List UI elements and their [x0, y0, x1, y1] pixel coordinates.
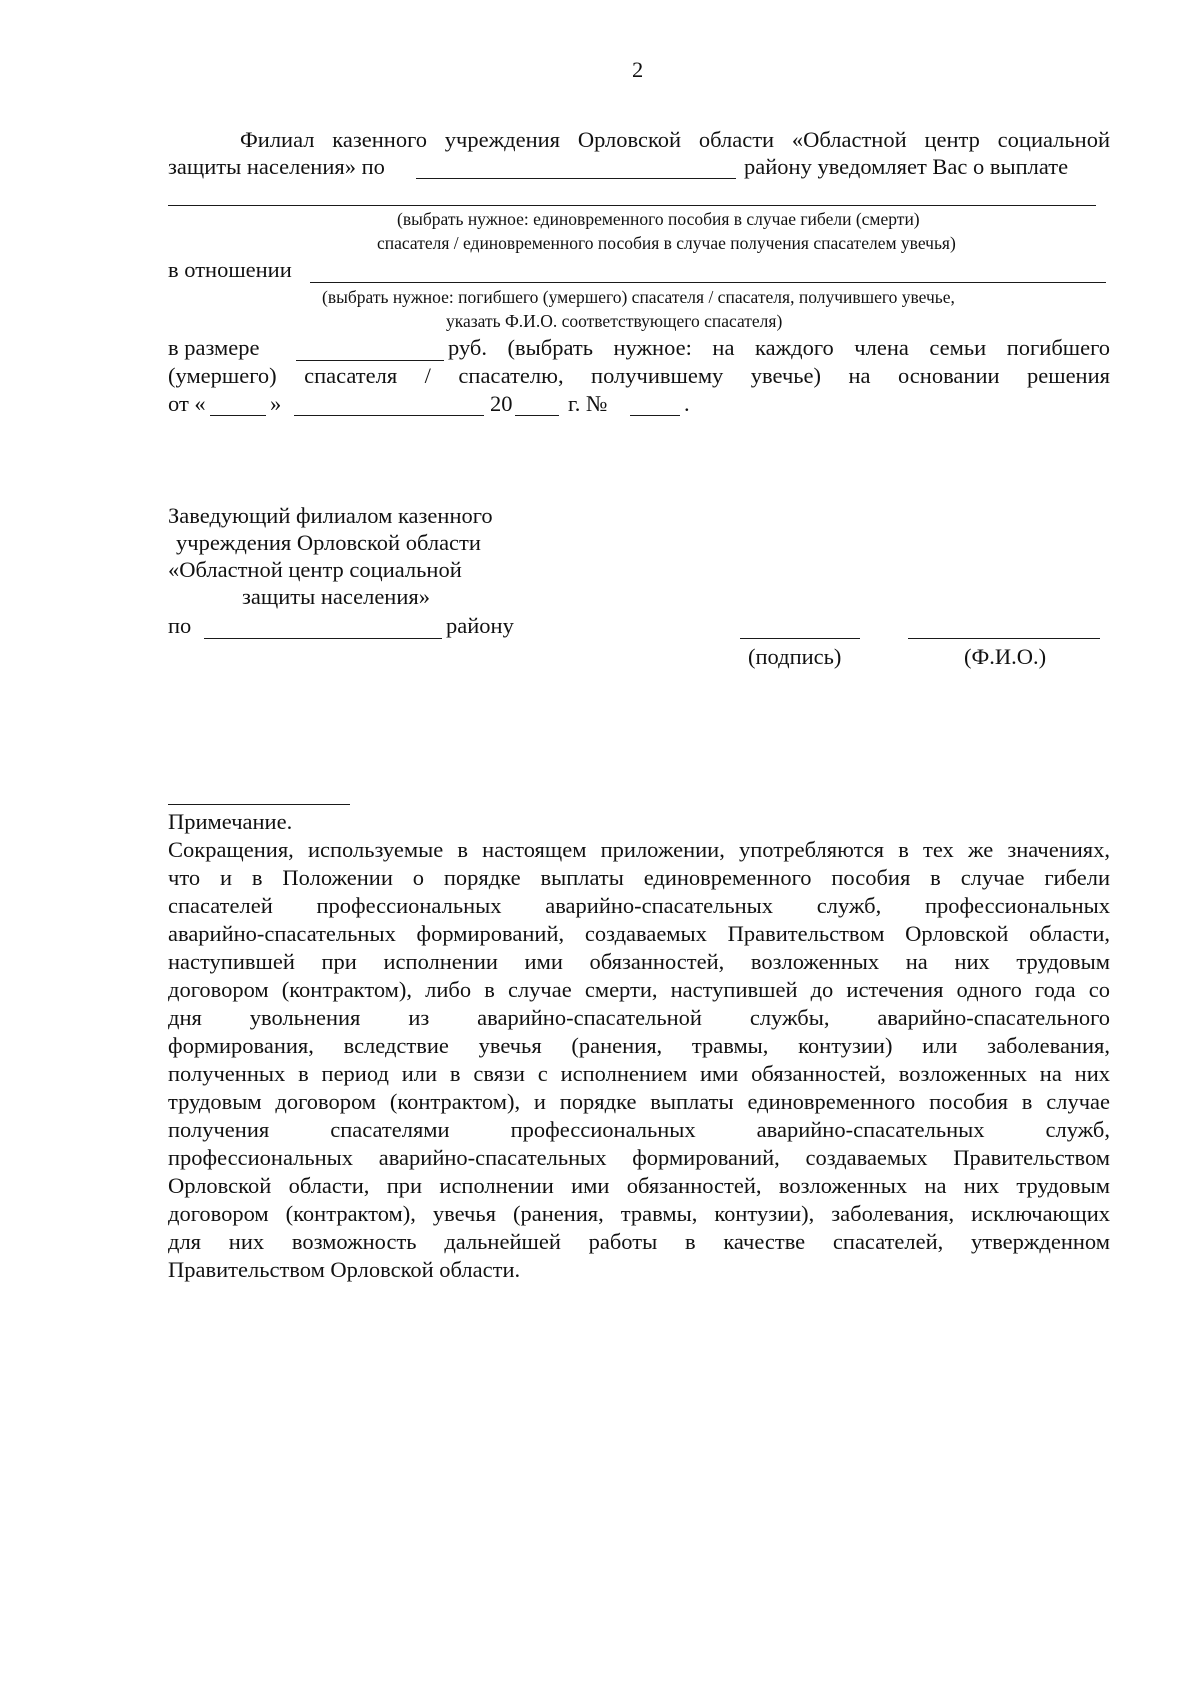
signer-title-4: защиты населения»: [242, 584, 430, 609]
note-line: для них возможность дальнейшей работы в качестве спасателей, утвержденном: [168, 1229, 1110, 1254]
note-line: Орловской области, при исполнении ими обязанностей, возложенных на них трудовым: [168, 1173, 1110, 1198]
date-year-blank: [515, 415, 559, 416]
benefit-type-hint-1: (выбрать нужное: единовременного пособия в случае гибели (смерти): [397, 209, 920, 229]
amount-line-2: (умершего) спасателя / спасателю, получившему увечье) на основании решения: [168, 363, 1110, 388]
note-line: наступившей при исполнении ими обязанностей, возложенных на них трудовым: [168, 949, 1110, 974]
decision-number-label: г. №: [568, 391, 608, 416]
note-line: договором (контрактом), либо в случае смерти, наступившей до истечения одного года со: [168, 977, 1110, 1002]
note-line: трудовым договором (контрактом), и порядке выплаты единовременного пособия в случае: [168, 1089, 1110, 1114]
note-line: полученных в период или в связи с исполнением ими обязанностей, возложенных на них: [168, 1061, 1110, 1086]
benefit-type-blank: [168, 205, 1096, 206]
note-separator: [168, 804, 350, 805]
signature-blank: [740, 638, 860, 639]
note-title: Примечание.: [168, 809, 293, 834]
notice-line-1: Филиал казенного учреждения Орловской области «Областной центр социальной: [240, 127, 1110, 152]
signer-district-blank: [204, 638, 442, 639]
notice-line-2-end: району уведомляет Вас о выплате: [744, 154, 1069, 179]
note-line: договором (контрактом), увечья (ранения, травмы, контузии), заболевания, исключающих: [168, 1201, 1110, 1226]
decision-number-blank: [630, 415, 680, 416]
fio-blank: [908, 638, 1100, 639]
regard-label: в отношении: [168, 257, 292, 282]
note-line: аварийно-спасательных формирований, создаваемых Правительством Орловской области,: [168, 921, 1110, 946]
date-close-quote: »: [270, 391, 282, 416]
rescuer-hint-2: указать Ф.И.О. соответствующего спасателя): [446, 311, 783, 331]
note-line: Сокращения, используемые в настоящем приложении, употребляются в тех же значениях,: [168, 837, 1110, 862]
signer-rayon: району: [446, 613, 514, 638]
signer-title-3: «Областной центр социальной: [168, 557, 462, 582]
page-number: 2: [632, 57, 644, 82]
date-day-blank: [210, 415, 266, 416]
note-line: спасателей профессиональных аварийно-спасательных служб, профессиональных: [168, 893, 1110, 918]
date-year: 20: [490, 391, 513, 416]
note-line: получения спасателями профессиональных аварийно-спасательных служб,: [168, 1117, 1110, 1142]
rescuer-name-blank: [310, 282, 1106, 283]
note-line-last: Правительством Орловской области.: [168, 1257, 521, 1282]
note-line: что и в Положении о порядке выплаты единовременного пособия в случае гибели: [168, 865, 1110, 890]
amount-line-1-rest: руб. (выбрать нужное: на каждого члена семьи погибшего: [448, 335, 1110, 360]
note-line: формирования, вследствие увечья (ранения, травмы, контузии) или заболевания,: [168, 1033, 1110, 1058]
rescuer-hint-1: (выбрать нужное: погибшего (умершего) спасателя / спасателя, получившего увечье,: [322, 287, 955, 307]
notice-line-2-start: защиты населения» по: [168, 154, 385, 179]
amount-blank: [296, 360, 444, 361]
date-month-blank: [294, 415, 484, 416]
fio-caption: (Ф.И.О.): [964, 644, 1047, 669]
signer-title-1: Заведующий филиалом казенного: [168, 503, 493, 528]
signer-title-2: учреждения Орловской области: [176, 530, 481, 555]
district-blank: [416, 178, 736, 179]
signature-caption: (подпись): [748, 644, 842, 669]
note-line: профессиональных аварийно-спасательных формирований, создаваемых Правительством: [168, 1145, 1110, 1170]
benefit-type-hint-2: спасателя / единовременного пособия в случае получения спасателем увечья): [377, 233, 956, 253]
signer-po: по: [168, 613, 192, 638]
note-line: дня увольнения из аварийно-спасательной службы, аварийно-спасательного: [168, 1005, 1110, 1030]
date-period: .: [684, 391, 690, 416]
date-from: от «: [168, 391, 206, 416]
amount-label: в размере: [168, 335, 260, 360]
